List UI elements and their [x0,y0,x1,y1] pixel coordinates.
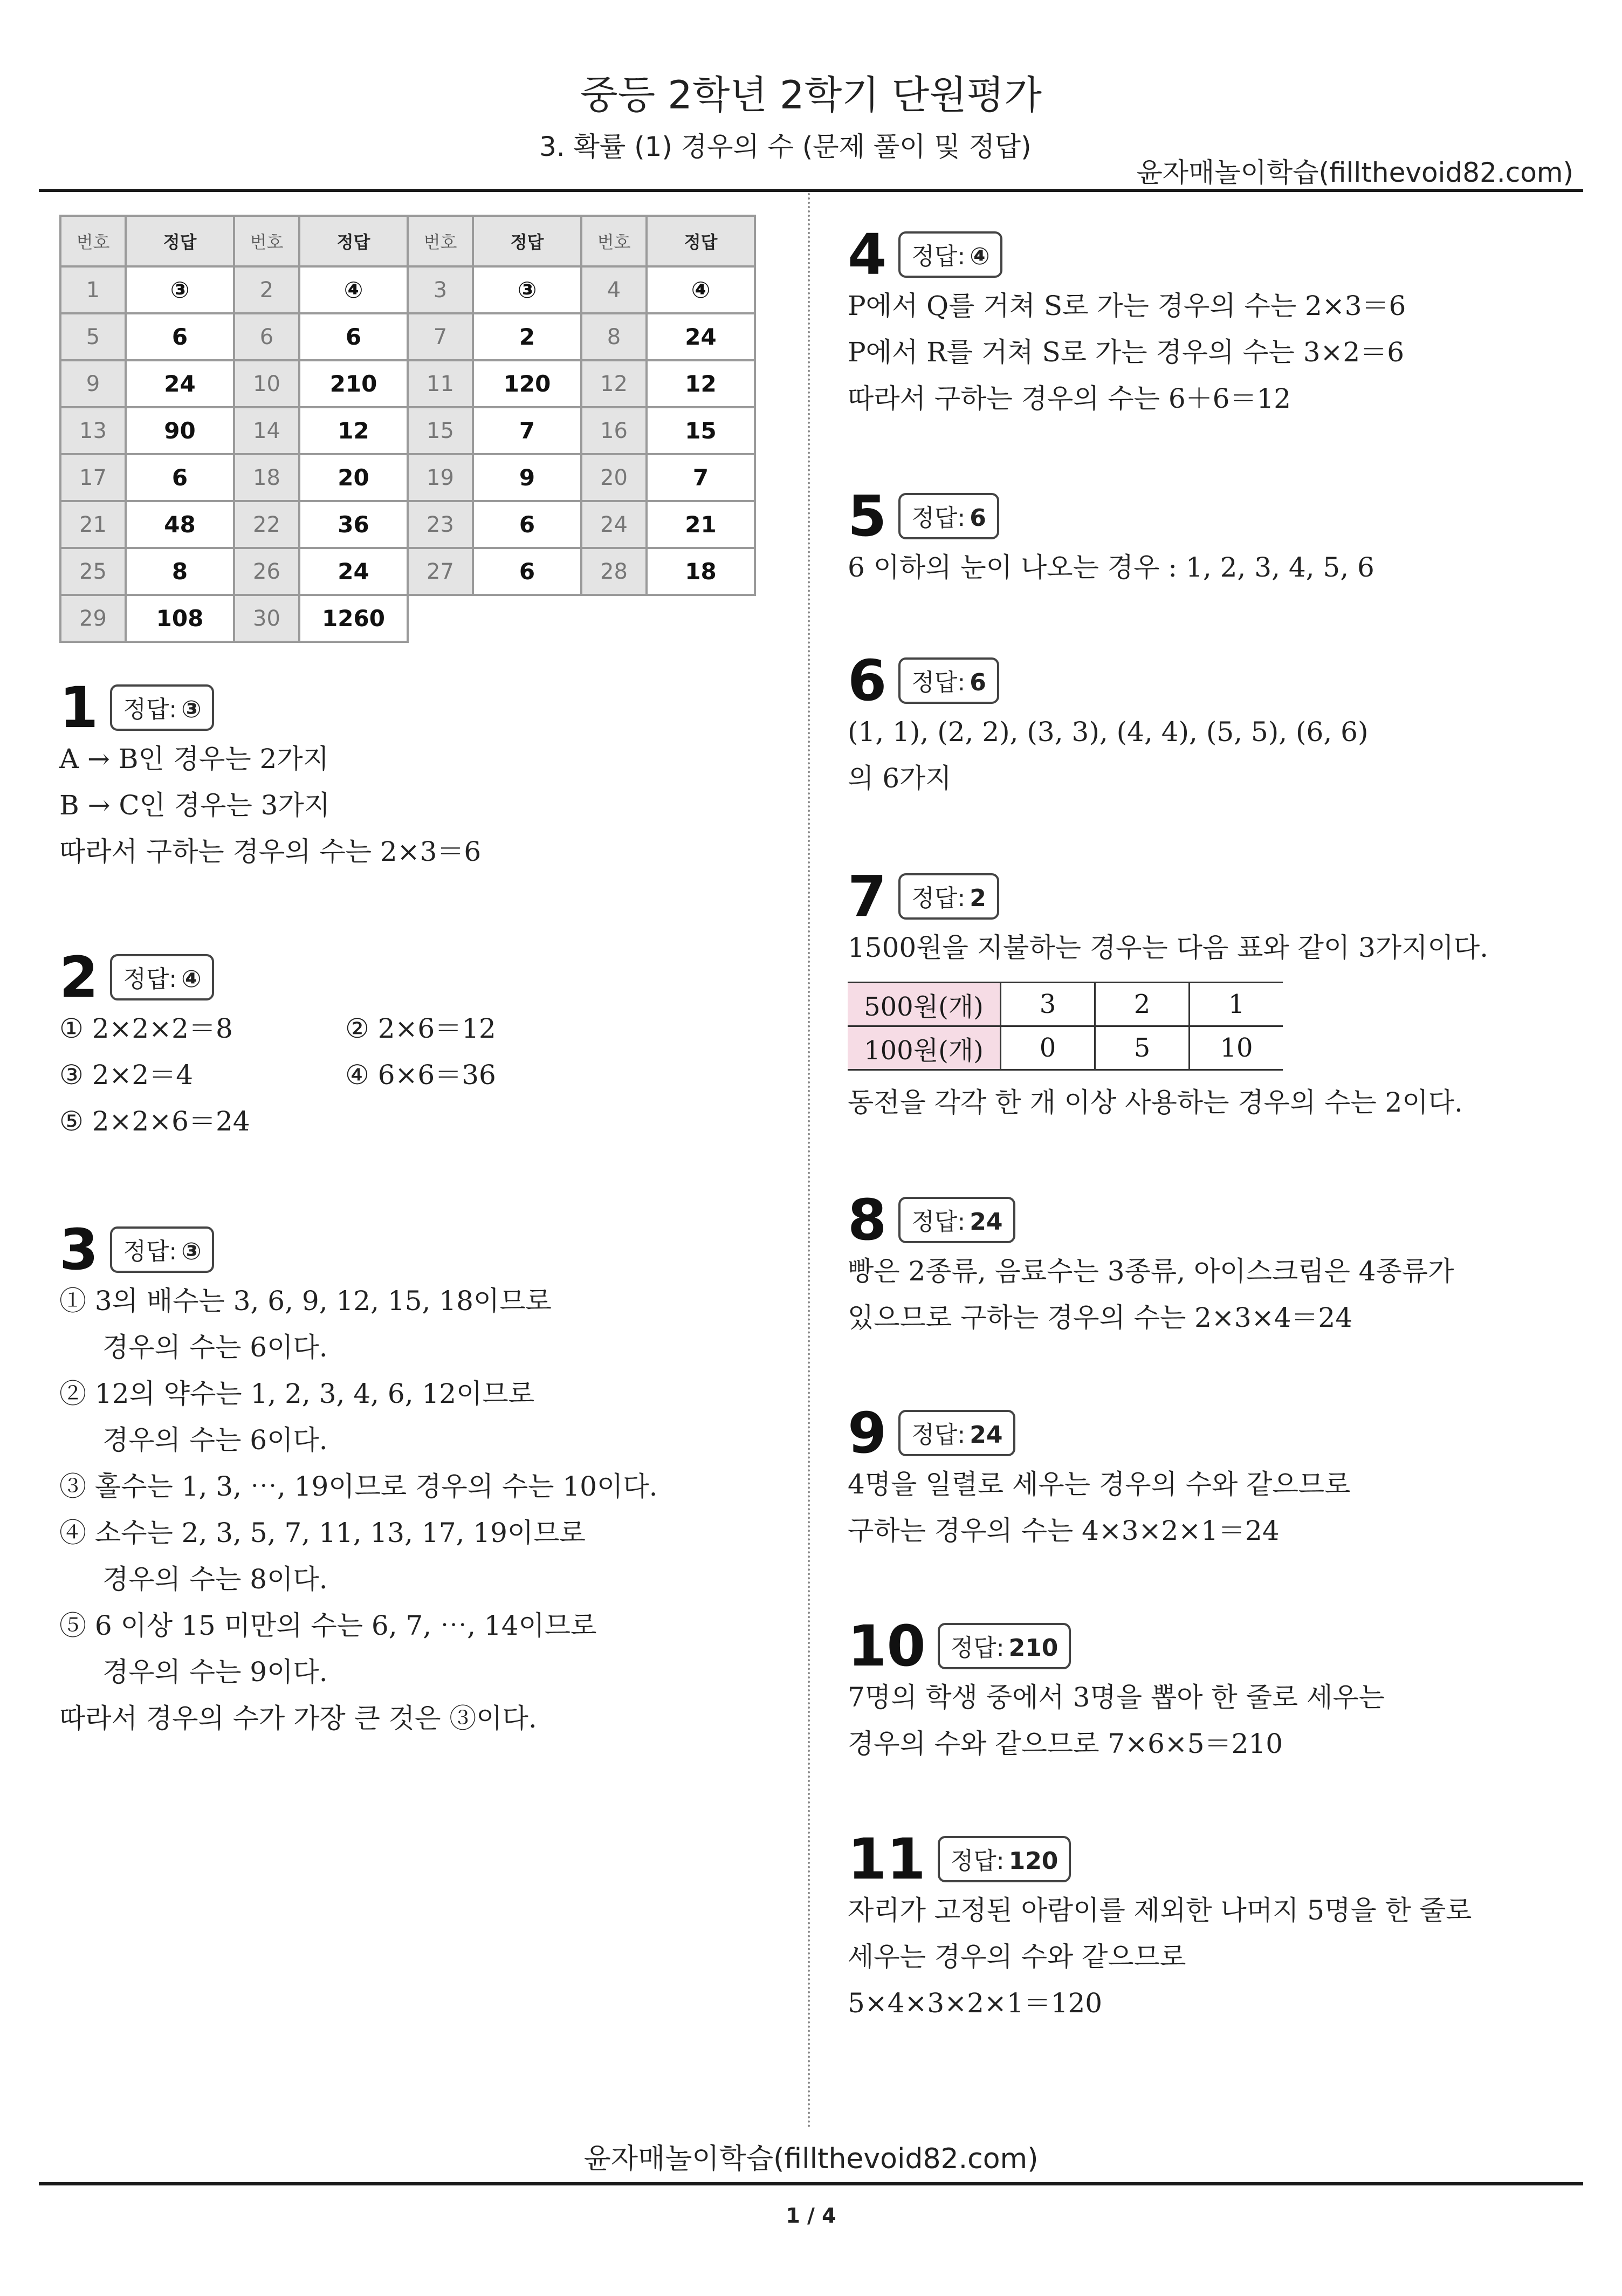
option: ③ 2×2＝4 [59,1059,194,1091]
answer-value: 12 [299,407,408,454]
page-title: 중등 2학년 2학기 단원평가 [580,72,1042,118]
answer-badge [110,954,214,1000]
question-number: 22 [234,501,299,548]
answer-badge [898,493,999,539]
question-number: 17 [60,454,126,501]
page-number: 1 / 4 [786,2204,836,2228]
answer-label: 정답: [911,885,966,912]
answer-value: 15 [647,407,755,454]
answer-badge [898,873,999,920]
table-cell: 3 [1001,983,1095,1026]
header-cell: 정답 [126,216,234,266]
answer-value: 24 [970,1208,1003,1236]
solution-line: 경우의 수는 6이다. [102,1424,328,1456]
answer-value: 210 [299,360,408,407]
question-number: 4 [581,266,647,313]
answer-value: 7 [473,407,581,454]
table-row [60,360,755,407]
answer-label: 정답: [950,1634,1005,1662]
empty-cell [408,595,755,642]
solution-line: 따라서 경우의 수가 가장 큰 것은 ③이다. [59,1703,537,1734]
answer-badge [898,1410,1015,1456]
table-row [60,313,755,360]
solution-line: (1, 1), (2, 2), (3, 3), (4, 4), (5, 5), (6, 6) [848,716,1369,748]
answer-value: 6 [126,313,234,360]
answer-value: 20 [299,454,408,501]
problem-number: 3 [59,1217,99,1283]
problem-11 [848,1826,1472,2026]
header-rule [39,189,1583,192]
problem-6 [848,648,1369,801]
table-cell: 2 [1095,983,1190,1026]
problem-number: 9 [848,1400,887,1466]
solution-line: 4명을 일렬로 세우는 경우의 수와 같으므로 [848,1469,1351,1500]
answer-value: 8 [126,548,234,595]
answer-badge [110,1226,214,1273]
problem-8 [848,1187,1454,1341]
answer-badge [898,1197,1015,1243]
solution-line: P에서 Q를 거쳐 S로 가는 경우의 수는 2×3＝6 [848,290,1406,321]
solution-line: B → C인 경우는 3가지 [59,790,331,821]
problem-number: 8 [848,1187,887,1253]
solution-line: 따라서 구하는 경우의 수는 2×3＝6 [59,836,482,867]
solution-line: 동전을 각각 한 개 이상 사용하는 경우의 수는 2이다. [848,1087,1463,1118]
question-number: 9 [60,360,126,407]
question-number: 28 [581,548,647,595]
answer-label: 정답: [911,504,966,532]
answer-value: 6 [970,669,986,696]
answer-label: 정답: [123,1238,177,1265]
table-row [60,548,755,595]
question-number: 26 [234,548,299,595]
column-divider [808,193,810,2129]
answer-value: ③ [126,266,234,313]
answer-value: 21 [647,501,755,548]
answer-value: 48 [126,501,234,548]
answer-value: ③ [181,1238,202,1265]
table-row [60,595,755,642]
answer-value: 1260 [299,595,408,642]
problem-9 [848,1400,1351,1554]
table-row [848,983,1283,1026]
solution-line: P에서 R를 거쳐 S로 가는 경우의 수는 3×2＝6 [848,337,1405,368]
answer-value: 90 [126,407,234,454]
question-number: 29 [60,595,126,642]
answer-value: 7 [647,454,755,501]
answer-value: ③ [473,266,581,313]
question-number: 11 [408,360,473,407]
answer-value: 24 [126,360,234,407]
header-cell: 번호 [408,216,473,266]
solution-line: A → B인 경우는 2가지 [59,743,329,775]
solution-line: 7명의 학생 중에서 3명을 뽑아 한 줄로 세우는 [848,1682,1385,1713]
question-number: 3 [408,266,473,313]
answer-badge [938,1623,1071,1669]
row-header: 100원(개) [848,1026,1001,1070]
solution-line: ② 12의 약수는 1, 2, 3, 4, 6, 12이므로 [59,1378,535,1409]
answer-value: 12 [647,360,755,407]
problem-number: 5 [848,483,887,549]
answer-badge [898,231,1002,278]
solution-line: 6 이하의 눈이 나오는 경우 : 1, 2, 3, 4, 5, 6 [848,552,1374,583]
table-row [60,266,755,313]
question-number: 10 [234,360,299,407]
problem-number: 11 [848,1826,926,1892]
solution-line: 따라서 구하는 경우의 수는 6＋6＝12 [848,383,1291,414]
question-number: 1 [60,266,126,313]
question-number: 20 [581,454,647,501]
solution-line: ⑤ 6 이상 15 미만의 수는 6, 7, ⋯, 14이므로 [59,1610,597,1641]
table-row [60,454,755,501]
table-cell: 5 [1095,1026,1190,1070]
question-number: 19 [408,454,473,501]
answer-label: 정답: [911,1208,966,1236]
table-cell: 0 [1001,1026,1095,1070]
answer-label: 정답: [911,1421,966,1449]
answer-table [59,215,756,643]
question-number: 8 [581,313,647,360]
problem-4 [848,222,1406,422]
answer-value: ④ [181,965,202,993]
answer-badge [898,657,999,704]
table-cell: 10 [1190,1026,1283,1070]
answer-value: 36 [299,501,408,548]
solution-line: 1500원을 지불하는 경우는 다음 표와 같이 3가지이다. [848,932,1489,963]
answer-value: 6 [299,313,408,360]
solution-line: 경우의 수는 9이다. [102,1656,328,1688]
problem-5 [848,483,1374,591]
answer-value: 6 [126,454,234,501]
solution-line: ① 3의 배수는 3, 6, 9, 12, 15, 18이므로 [59,1285,552,1317]
option: ② 2×6＝12 [345,1013,496,1044]
solution-line: 의 6가지 [848,763,952,794]
table-row [60,407,755,454]
solution-line: 있으므로 구하는 경우의 수는 2×3×4＝24 [848,1302,1353,1333]
answer-value: 108 [126,595,234,642]
footer-rule [39,2182,1583,2185]
answer-value: 2 [970,885,986,912]
solution-line: 구하는 경우의 수는 4×3×2×1＝24 [848,1515,1280,1546]
question-number: 18 [234,454,299,501]
question-number: 15 [408,407,473,454]
table-row [848,1026,1283,1070]
question-number: 30 [234,595,299,642]
question-number: 7 [408,313,473,360]
brand-footer: 윤자매놀이학습(fillthevoid82.com) [583,2143,1039,2175]
question-number: 5 [60,313,126,360]
question-number: 13 [60,407,126,454]
problem-1 [59,675,482,875]
solution-line: 경우의 수와 같으므로 7×6×5＝210 [848,1728,1283,1759]
answer-value: 6 [473,548,581,595]
problem-3 [59,1217,658,1742]
answer-label: 정답: [123,696,177,723]
option: ① 2×2×2＝8 [59,1013,233,1044]
answer-value: 9 [473,454,581,501]
answer-badge [938,1836,1071,1882]
problem-number: 2 [59,944,99,1010]
header-cell: 정답 [473,216,581,266]
solution-line: 세우는 경우의 수와 같으므로 [848,1941,1186,1972]
row-header: 500원(개) [848,983,1001,1026]
solution-line: ③ 홀수는 1, 3, ⋯, 19이므로 경우의 수는 10이다. [59,1471,658,1502]
problem-number: 7 [848,863,887,929]
header-cell: 번호 [234,216,299,266]
header-cell: 번호 [60,216,126,266]
answer-value: ④ [970,243,990,270]
answer-value: 24 [970,1421,1003,1449]
answer-value: 120 [1008,1847,1059,1875]
option: ④ 6×6＝36 [345,1059,496,1091]
brand-header: 윤자매놀이학습(fillthevoid82.com) [1136,157,1573,188]
question-number: 2 [234,266,299,313]
answer-label: 정답: [911,243,966,270]
answer-label: 정답: [950,1847,1005,1875]
answer-value: ④ [299,266,408,313]
answer-value: 6 [970,504,986,532]
solution-line [59,1052,631,1098]
page-subtitle: 3. 확률 (1) 경우의 수 (문제 풀이 및 정답) [539,131,1032,162]
answer-badge [110,684,214,731]
solution-line: 경우의 수는 8이다. [102,1564,328,1595]
question-number: 6 [234,313,299,360]
solution-line: 자리가 고정된 아람이를 제외한 나머지 5명을 한 줄로 [848,1895,1472,1926]
problem-10 [848,1613,1385,1767]
answer-value: 24 [299,548,408,595]
problem-number: 10 [848,1613,926,1679]
problem-7 [848,863,1489,1126]
question-number: 16 [581,407,647,454]
solution-line [59,1005,631,1052]
answer-value: 210 [1008,1634,1059,1662]
answer-label: 정답: [911,669,966,696]
answer-label: 정답: [123,965,177,993]
header-cell: 정답 [299,216,408,266]
answer-value: 6 [473,501,581,548]
question-number: 25 [60,548,126,595]
problem-number: 4 [848,222,887,287]
question-number: 23 [408,501,473,548]
answer-value: 120 [473,360,581,407]
answer-value: ④ [647,266,755,313]
header-cell: 정답 [647,216,755,266]
answer-value: 18 [647,548,755,595]
header-cell: 번호 [581,216,647,266]
answer-value: 2 [473,313,581,360]
table-row [60,501,755,548]
problem-2 [59,944,631,1144]
problem-number: 1 [59,675,99,741]
question-number: 12 [581,360,647,407]
question-number: 27 [408,548,473,595]
question-number: 14 [234,407,299,454]
question-number: 21 [60,501,126,548]
solution-line: 5×4×3×2×1＝120 [848,1987,1103,2019]
answer-table-header [60,216,755,266]
solution-line: ⑤ 2×2×6＝24 [59,1106,250,1137]
solution-line: 빵은 2종류, 음료수는 3종류, 아이스크림은 4종류가 [848,1256,1454,1287]
answer-value: ③ [181,696,202,723]
solution-line: 경우의 수는 6이다. [102,1332,328,1363]
coin-table [848,982,1283,1071]
problem-number: 6 [848,648,887,714]
solution-line: ④ 소수는 2, 3, 5, 7, 11, 13, 17, 19이므로 [59,1517,586,1548]
answer-value: 24 [647,313,755,360]
question-number: 24 [581,501,647,548]
table-cell: 1 [1190,983,1283,1026]
